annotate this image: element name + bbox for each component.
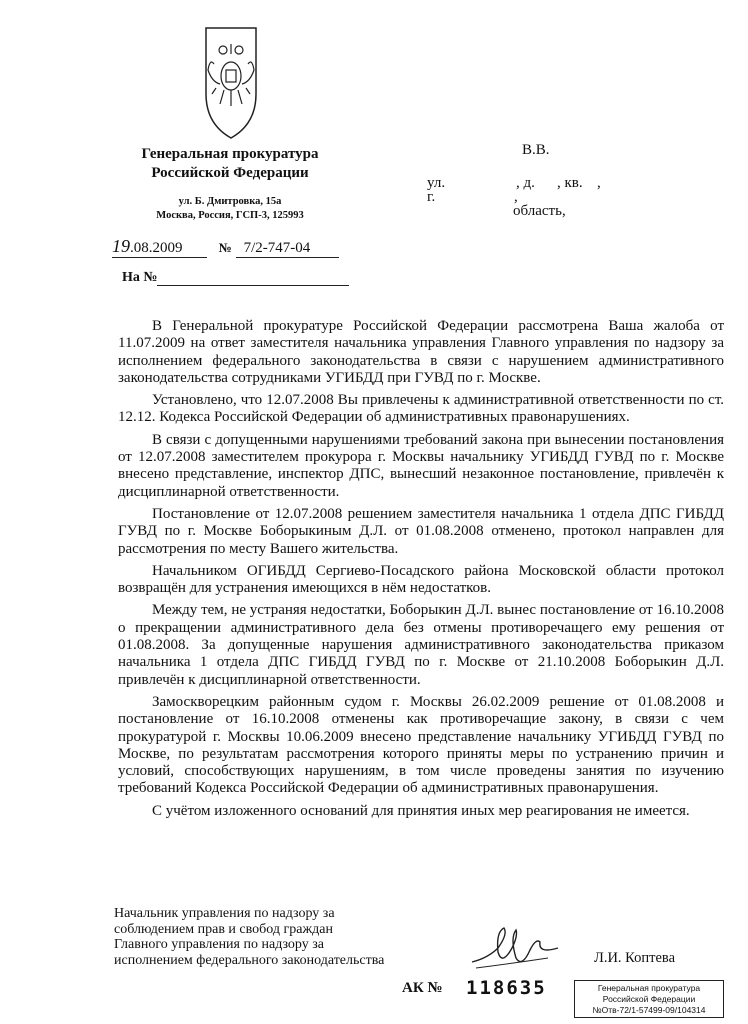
ak-number: 118635	[466, 977, 547, 999]
signature-block	[114, 906, 414, 968]
coat-of-arms-icon	[186, 24, 276, 142]
signer-title-line1: Начальник управления по надзору за	[114, 906, 335, 921]
date-handwritten: 19	[112, 236, 130, 256]
reference-label: На №	[122, 270, 158, 285]
registration-line	[112, 236, 362, 258]
recipient-region: область,	[513, 203, 566, 219]
body-paragraph-4: Постановление от 12.07.2008 решением заместителя начальника 1 отдела ДПС ГИБДД ГУВД по г. Москве Боборыкиным Д.Л. от 01.08.2008 отменено, протокол направлен для рассмотрения по месту Вашего жительства.	[118, 505, 724, 557]
signer-title-line4: исполнением федерального законодательства	[114, 952, 385, 968]
org-name-line1: Генеральная прокуратура	[141, 146, 319, 162]
recipient-city-tail: ,	[514, 189, 518, 205]
stamp-line1: Генеральная прокуратура	[597, 983, 701, 993]
signer-name: Л.И. Коптева	[594, 950, 676, 966]
body-paragraph-7: Замоскворецким районным судом г. Москвы 26.02.2009 решение от 01.08.2008 и постановление от 16.10.2008 отменены как противоречащие закону, в связи с чем прокуратурой г. Москвы 10.06.2009 внесено представление начальнику УГИБДД ГУВД по Москве, по результатам рассмотрения которого приняты меры по устранению причин и условий, способствующих нарушениям, в том числе проведены занятия по изучению требований Кодекса Российской Федерации об административных правонарушения.	[118, 693, 724, 797]
registration-stamp	[574, 980, 724, 1018]
stamp-line3: №Отв-72/1-57499-09/104314	[592, 1005, 706, 1015]
body-paragraph-3: В связи с допущенными нарушениями требований закона при вынесении постановления от 12.07.2008 заместителем прокурора г. Москвы начальнику УГИБДД ГУВД по г. Москве внесено представление, инспектор ДПС, вынесший незаконное постановление, привлечён к дисциплинарной ответственности.	[118, 431, 724, 500]
org-address-line1: ул. Б. Дмитровка, 15а	[178, 196, 282, 207]
stamp-line2: Российской Федерации	[602, 994, 696, 1004]
recipient-flat-label: , кв.	[557, 175, 583, 191]
body-paragraph-5: Начальником ОГИБДД Сергиево-Посадского района Московской области протокол возвращён для устранения имеющихся в нём недостатков.	[118, 562, 724, 597]
body-paragraph-1: В Генеральной прокуратуре Российской Федерации рассмотрена Ваша жалоба от 11.07.2009 на ответ заместителя начальника управления Главного управления по надзору за исполнением федерального законодательства в связи с нарушением административного законодательства сотрудниками УГИБДД при ГУВД по г. Москве.	[118, 318, 724, 386]
reference-blank	[157, 271, 349, 286]
recipient-street-label: ул.	[427, 175, 446, 191]
org-name-line2: Российской Федерации	[151, 165, 309, 181]
recipient-house-label: , д.	[516, 175, 535, 191]
letter-body	[118, 318, 724, 825]
recipient-name: В.В.	[522, 142, 550, 158]
handwritten-signature-icon	[468, 918, 564, 974]
signer-title-line3: Главного управления по надзору за	[114, 937, 324, 952]
ak-label: АК №	[402, 980, 443, 996]
recipient-city-label: г.	[427, 189, 436, 205]
body-paragraph-2: Установлено, что 12.07.2008 Вы привлечены к административной ответственности по ст. 12.12. Кодекса Российской Федерации об административных правонарушениях.	[118, 392, 724, 426]
registration-date	[112, 236, 207, 258]
org-address-line2: Москва, Россия, ГСП-3, 125993	[156, 210, 304, 221]
recipient-flat-tail: ,	[597, 175, 601, 191]
signer-title-line2: соблюдением прав и свобод граждан	[114, 921, 333, 937]
date-printed: .08.2009	[130, 240, 183, 256]
registration-number: 7/2-747-04	[236, 240, 339, 258]
body-paragraph-6: Между тем, не устраняя недостатки, Боборыкин Д.Л. вынес постановление от 16.10.2008 о прекращении административного дела без отмены противоречащего ему решения от 01.08.2008. За допущенные нарушения административного законодательства приказом начальника 1 отдела ДПС ГИБДД ГУВД по г. Москве от 21.10.2008 Боборыкин Д.Л. привлечён к дисциплинарной ответственности.	[118, 602, 724, 688]
number-label: №	[218, 240, 232, 255]
reference-line	[122, 270, 349, 286]
body-paragraph-8: С учётом изложенного оснований для принятия иных мер реагирования не имеется.	[152, 802, 690, 819]
